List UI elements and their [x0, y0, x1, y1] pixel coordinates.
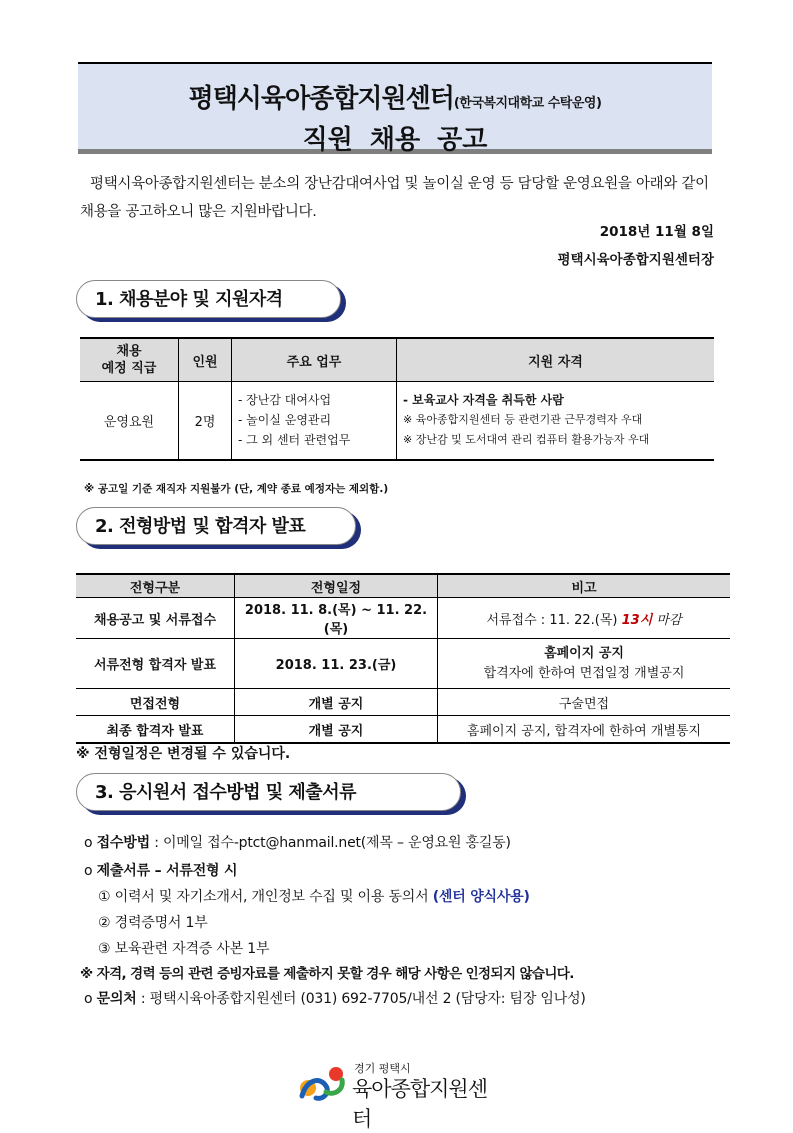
qualification-cell [397, 382, 715, 460]
section2-heading: 2. 전형방법 및 합격자 발표 [76, 507, 356, 545]
center-logo-icon [296, 1062, 348, 1102]
section3-heading: 3. 응시원서 접수방법 및 제출서류 [76, 773, 461, 811]
qualification-note: ※ 장난감 및 도서대여 관리 컴퓨터 활용가능자 우대 [403, 433, 650, 447]
logo-big-text: 육아종합지원센터 [352, 1077, 488, 1131]
section1-heading: 1. 채용분야 및 지원자격 [76, 280, 341, 318]
table-row [76, 598, 730, 639]
page-title: 직원 채용 공고 [302, 125, 488, 155]
evidence-warning: ※ 자격, 경력 등의 관련 증빙자료를 제출하지 못할 경우 해당 사항은 인정되지 않습니다. [80, 966, 574, 982]
stage-cell: 채용공고 및 서류접수 [76, 598, 235, 639]
col-header-remark: 비고 [438, 574, 731, 598]
qualification-main: - 보육교사 자격을 취득한 사람 [403, 393, 564, 408]
schedule-cell: 2018. 11. 8.(목) ~ 11. 22.(목) [235, 598, 438, 639]
duties-cell [232, 382, 397, 460]
logo-small-text: 경기 평택시 [354, 1062, 411, 1075]
remark-cell: 구술면접 [438, 689, 731, 716]
col-header-stage: 전형구분 [76, 574, 235, 598]
org-subtitle: (한국복지대학교 수탁운영) [453, 96, 602, 111]
table-row [76, 689, 730, 716]
center-logo [296, 1058, 506, 1131]
doc-item: ③ 보육관련 자격증 사본 1부 [98, 941, 270, 957]
section1-note: ※ 공고일 기준 재직자 지원불가 (단, 계약 종료 예정자는 제외함.) [84, 483, 389, 495]
table-row [76, 639, 730, 689]
remark-cell: 홈페이지 공지 합격자에 한하여 면접일정 개별공지 [438, 639, 731, 689]
announcement-date: 2018년 11월 8일 [599, 224, 714, 240]
position-cell: 운영요원 [80, 382, 179, 460]
org-title: 평택시육아종합지원센터(한국복지대학교 수탁운영) [188, 84, 602, 114]
doc-item: ② 경력증명서 1부 [98, 915, 208, 931]
docs-line: o 제출서류 – 서류전형 시 [84, 863, 238, 879]
count-cell: 2명 [179, 382, 232, 460]
qualification-note: ※ 육아종합지원센터 등 관련기관 근무경력자 우대 [403, 413, 643, 427]
schedule-cell: 개별 공지 [235, 716, 438, 744]
stage-cell: 서류전형 합격자 발표 [76, 639, 235, 689]
duty-item: - 그 외 센터 관련업무 [238, 433, 351, 448]
stage-cell: 최종 합격자 발표 [76, 716, 235, 744]
doc-item: ① 이력서 및 자기소개서, 개인정보 수집 및 이용 동의서 (센터 양식사용) [98, 889, 530, 905]
intro-paragraph: 평택시육아종합지원센터는 분소의 장난감대여사업 및 놀이실 운영 등 담당할 운영요원을 아래와 같이 채용을 공고하오니 많은 지원바랍니다. [80, 176, 709, 220]
remark-cell: 홈페이지 공지, 합격자에 한하여 개별통지 [438, 716, 731, 744]
col-header-qualification: 지원 자격 [397, 338, 715, 382]
section2-note: ※ 전형일정은 변경될 수 있습니다. [76, 746, 291, 762]
duty-item: - 장난감 대여사업 [238, 393, 332, 408]
contact-line: o 문의처 : 평택시육아종합지원센터 (031) 692-7705/내선 2 (담당자: 팀장 임나성) [84, 991, 586, 1007]
signer: 평택시육아종합지원센터장 [557, 252, 714, 268]
title-banner [78, 62, 712, 154]
col-header-schedule: 전형일정 [235, 574, 438, 598]
col-header-count: 인원 [179, 338, 232, 382]
col-header-position: 채용 예정 직급 [80, 338, 179, 382]
schedule-cell: 개별 공지 [235, 689, 438, 716]
stage-cell: 면접전형 [76, 689, 235, 716]
duty-item: - 놀이실 운영관리 [238, 413, 332, 428]
recruitment-table [80, 337, 714, 461]
table-row [76, 716, 730, 744]
col-header-duties: 주요 업무 [232, 338, 397, 382]
selection-table [76, 573, 730, 744]
schedule-cell: 2018. 11. 23.(금) [235, 639, 438, 689]
method-line: o 접수방법 : 이메일 접수-ptct@hanmail.net(제목 – 운영요원 홍길동) [84, 835, 511, 851]
remark-cell: 서류접수 : 11. 22.(목) 13시 마감 [438, 598, 731, 639]
